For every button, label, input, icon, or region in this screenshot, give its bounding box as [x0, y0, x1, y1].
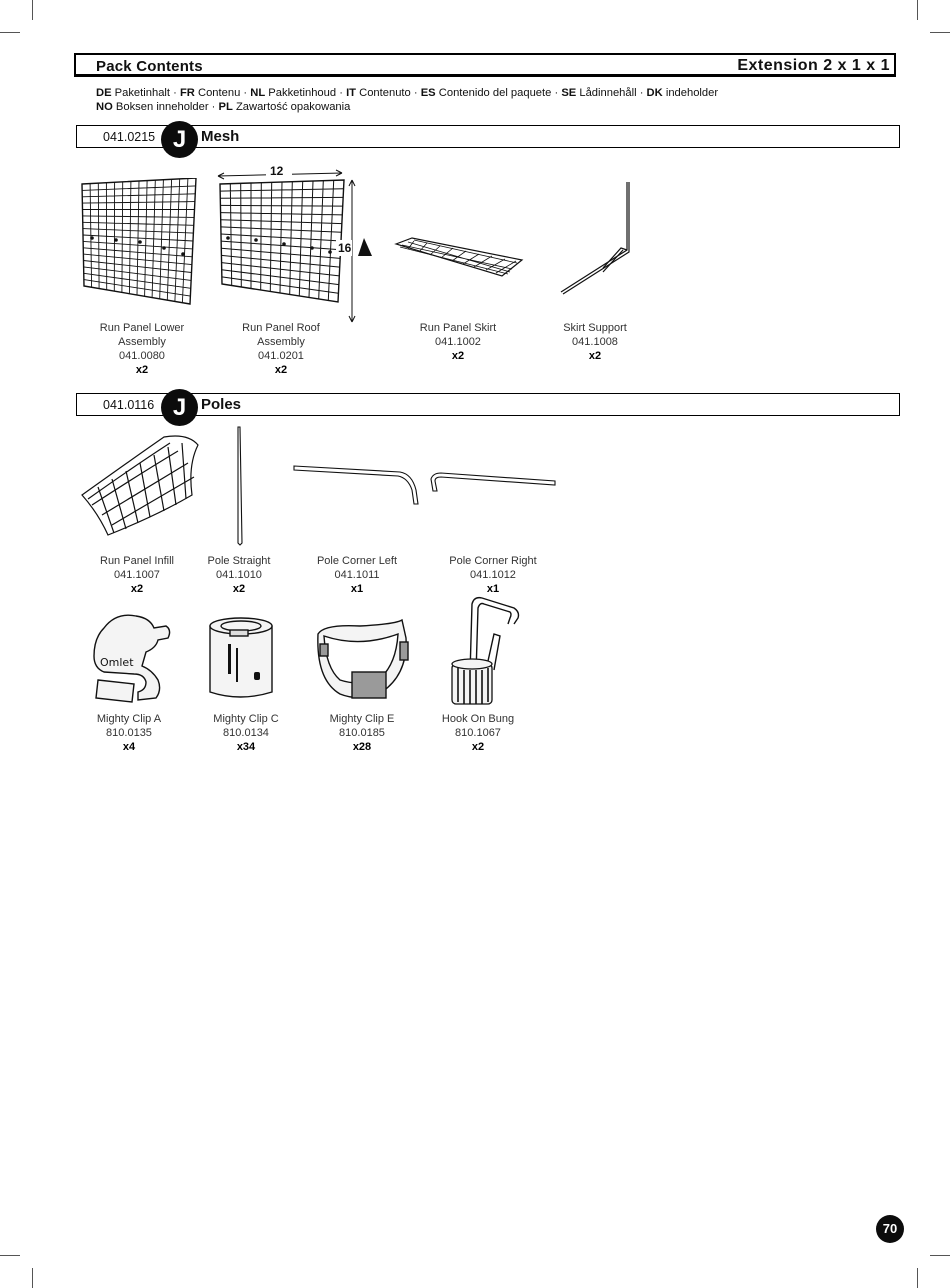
item-name-cont: Assembly	[257, 336, 305, 348]
crop-mark	[32, 0, 33, 20]
item-quantity: x2	[135, 364, 149, 376]
mighty-clip-e-image	[310, 614, 415, 704]
item-pole-corner-right	[418, 554, 568, 596]
lang-text: Contenido del paquete	[438, 87, 552, 99]
run-panel-skirt-image	[392, 232, 527, 280]
item-name: Mighty Clip E	[329, 713, 395, 725]
run-panel-lower-image	[78, 178, 198, 308]
section-name: Poles	[201, 396, 242, 413]
item-part-number: 810.1067	[455, 727, 501, 739]
item-name: Skirt Support	[563, 322, 627, 334]
item-quantity: x28	[352, 741, 372, 753]
item-name: Pole Straight	[207, 555, 271, 567]
page-title: Pack Contents	[96, 58, 203, 75]
clip-a-print: Omlet	[100, 656, 134, 669]
item-quantity: x2	[471, 741, 485, 753]
item-part-number: 041.1011	[334, 569, 380, 581]
dimension-width: 12	[270, 164, 284, 178]
pole-straight-image	[230, 425, 250, 547]
lang-text: indeholder	[665, 87, 719, 99]
item-skirt-support	[520, 321, 670, 363]
item-name: Run Panel Lower	[99, 322, 185, 334]
lang-text: Contenuto	[359, 87, 411, 99]
pole-corner-right-image	[425, 467, 560, 495]
item-quantity: x2	[130, 583, 144, 595]
mighty-clip-a-image	[86, 608, 176, 708]
item-name: Run Panel Roof	[242, 322, 320, 334]
item-run-panel-roof	[206, 321, 356, 377]
lang-code: FR	[179, 87, 195, 99]
lang-code: SE	[561, 87, 577, 99]
crop-mark	[917, 0, 918, 20]
item-name: Run Panel Skirt	[419, 322, 497, 334]
item-part-number: 810.0135	[106, 727, 152, 739]
item-part-number: 041.0201	[258, 350, 304, 362]
lang-text: Paketinhalt	[114, 87, 171, 99]
section-badge: J	[161, 389, 198, 426]
item-run-panel-skirt	[383, 321, 533, 363]
lang-code: PL	[218, 101, 233, 113]
mighty-clip-c-image	[200, 614, 285, 704]
section-badge: J	[161, 121, 198, 158]
item-quantity: x2	[232, 583, 246, 595]
lang-text: Pakketinhoud	[268, 87, 337, 99]
item-quantity: x1	[486, 583, 500, 595]
item-part-number: 041.1010	[216, 569, 262, 581]
crop-mark	[930, 1255, 950, 1256]
item-name-cont: Assembly	[118, 336, 166, 348]
skirt-support-image	[555, 180, 635, 298]
item-name: Pole Corner Right	[449, 555, 537, 567]
pack-contents-header	[74, 53, 896, 77]
crop-mark	[32, 1268, 33, 1288]
item-name: Hook On Bung	[441, 713, 515, 725]
lang-code: IT	[346, 87, 357, 99]
item-part-number: 041.0080	[119, 350, 165, 362]
crop-mark	[0, 1255, 20, 1256]
dimension-height: 16	[338, 241, 352, 255]
hook-on-bung-image	[438, 594, 528, 709]
translations: DE Paketinhalt · FR Contenu · NL Pakketinhoud · IT Contenuto · ES Contenido del paquete · SE Lådinnehåll · DK indeholder NO Boksen inneholder · PL Zawartość opakowania	[96, 87, 719, 113]
section-code: 041.0116	[103, 398, 155, 412]
item-part-number: 041.1007	[114, 569, 160, 581]
run-panel-infill-image	[78, 435, 203, 540]
item-pole-corner-left	[282, 554, 432, 596]
item-quantity: x2	[588, 350, 602, 362]
section-mesh-header	[76, 125, 900, 153]
item-hook-on-bung	[403, 712, 553, 754]
item-run-panel-lower	[67, 321, 217, 377]
item-quantity: x2	[274, 364, 288, 376]
lang-code: DK	[646, 87, 663, 99]
item-quantity: x34	[236, 741, 256, 753]
crop-mark	[930, 32, 950, 33]
item-name: Mighty Clip C	[213, 713, 279, 725]
lang-code: NL	[250, 87, 266, 99]
section-code: 041.0215	[103, 130, 156, 144]
pole-corner-left-image	[290, 460, 425, 508]
item-part-number: 810.0134	[223, 727, 269, 739]
item-quantity: x2	[451, 350, 465, 362]
lang-text: Contenu	[198, 87, 241, 99]
section-poles-header	[76, 393, 900, 421]
item-name: Run Panel Infill	[100, 555, 174, 567]
item-part-number: 041.1002	[435, 336, 481, 348]
run-panel-roof-image	[212, 160, 382, 330]
lang-code: NO	[96, 101, 113, 113]
lang-text: Boksen inneholder	[115, 101, 209, 113]
item-part-number: 041.1012	[470, 569, 516, 581]
warning-icon	[358, 238, 372, 256]
lang-text: Zawartość opakowania	[235, 101, 351, 113]
crop-mark	[917, 1268, 918, 1288]
item-quantity: x4	[122, 741, 136, 753]
product-edition: Extension 2 x 1 x 1	[737, 57, 890, 74]
item-part-number: 810.0185	[339, 727, 385, 739]
item-part-number: 041.1008	[572, 336, 618, 348]
lang-text: Lådinnehåll	[579, 87, 637, 99]
item-quantity: x1	[350, 583, 364, 595]
item-name: Mighty Clip A	[96, 713, 162, 725]
item-name: Pole Corner Left	[316, 555, 398, 567]
page-number: 70	[876, 1215, 904, 1243]
crop-mark	[0, 32, 20, 33]
lang-code: DE	[96, 87, 112, 99]
lang-code: ES	[420, 87, 436, 99]
section-name: Mesh	[201, 128, 240, 145]
